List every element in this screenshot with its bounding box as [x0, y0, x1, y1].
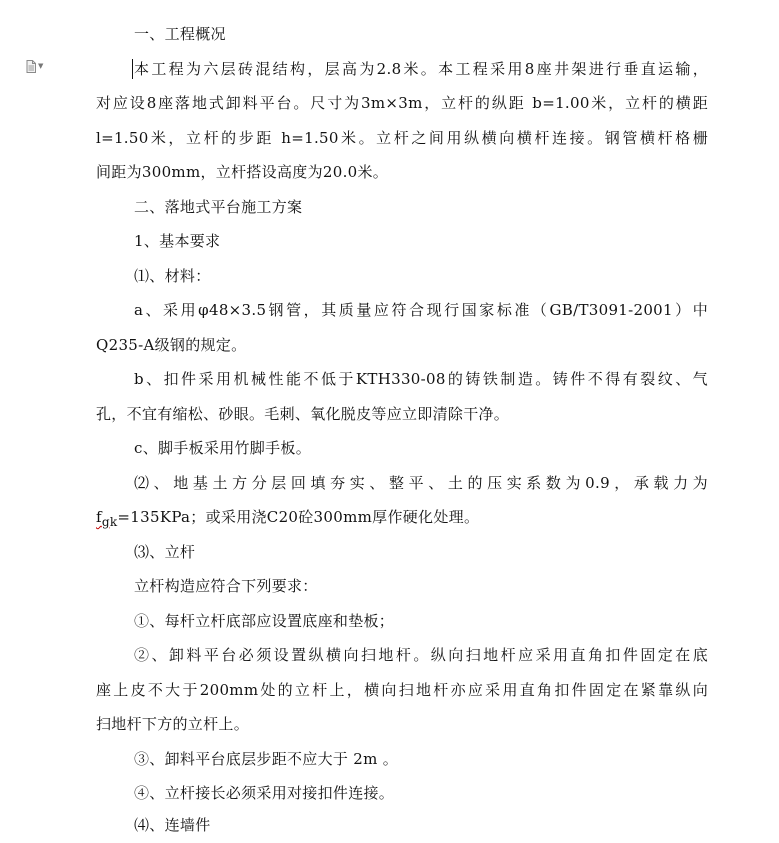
paragraph-line[interactable]: 本工程为六层砖混结构，层高为2.8米。本工程采用8座井架进行垂直运输， — [134, 60, 708, 78]
formula-line[interactable] — [96, 500, 708, 536]
paragraph-line[interactable]: 间距为300mm，立杆搭设高度为20.0米。 — [96, 163, 389, 181]
subheading: ⑴、材料： — [134, 267, 211, 285]
paragraph-line[interactable]: l=1.50米，立杆的步距 h=1.50米。立杆之间用纵横向横杆连接。钢管横杆格栅 — [96, 129, 708, 147]
paragraph-line[interactable]: a、采用φ48×3.5钢管，其质量应符合现行国家标准（GB/T3091-2001）中 — [134, 301, 708, 319]
paragraph-line[interactable]: 扫地杆下方的立杆上。 — [96, 715, 250, 733]
formula-symbol: $f_{gk}$ — [96, 508, 118, 529]
paragraph-line[interactable]: ⑵、地基土方分层回填夯实、整平、土的压实系数为0.9，承载力为 — [134, 474, 708, 492]
formula-value: =135KPa — [117, 508, 191, 526]
section-heading-1: 一、工程概况 — [134, 25, 226, 43]
list-item[interactable]: ②、卸料平台必须设置纵横向扫地杆。纵向扫地杆应采用直角扣件固定在底 — [134, 646, 708, 664]
paragraph-line[interactable]: 座上皮不大于200mm处的立杆上，横向扫地杆亦应采用直角扣件固定在紧靠纵向 — [96, 681, 708, 699]
paragraph-line[interactable]: 立杆构造应符合下列要求： — [134, 577, 318, 595]
formula-text: ；或采用浇C20砼300mm厚作硬化处理。 — [190, 508, 480, 526]
subheading: 1、基本要求 — [134, 232, 221, 250]
list-item[interactable]: ①、每杆立杆底部应设置底座和垫板； — [134, 612, 395, 630]
document-icon — [26, 60, 36, 73]
subheading: ⑶、立杆 — [134, 543, 196, 561]
paragraph-line[interactable]: 对应设8座落地式卸料平台。尺寸为3m×3m，立杆的纵距 b=1.00米，立杆的横距 — [96, 94, 708, 112]
paragraph-line[interactable]: b、扣件采用机械性能不低于KTH330-08的铸铁制造。铸件不得有裂纹、气 — [134, 370, 708, 388]
list-item[interactable]: ④、立杆接长必须采用对接扣件连接。 — [134, 784, 395, 802]
paragraph-line[interactable]: Q235-A级钢的规定。 — [96, 336, 247, 354]
subheading: ⑷、连墙件 — [134, 816, 211, 834]
chevron-down-icon: ▼ — [38, 62, 44, 70]
list-item[interactable]: ③、卸料平台底层步距不应大于 2m 。 — [134, 750, 399, 768]
text-cursor — [132, 59, 133, 79]
paragraph-menu[interactable] — [26, 59, 48, 73]
paragraph-line[interactable]: 孔，不宜有缩松、砂眼。毛刺、氧化脱皮等应立即清除干净。 — [96, 405, 510, 423]
section-heading-2: 二、落地式平台施工方案 — [134, 198, 303, 216]
paragraph-line[interactable]: c、脚手板采用竹脚手板。 — [134, 439, 312, 457]
